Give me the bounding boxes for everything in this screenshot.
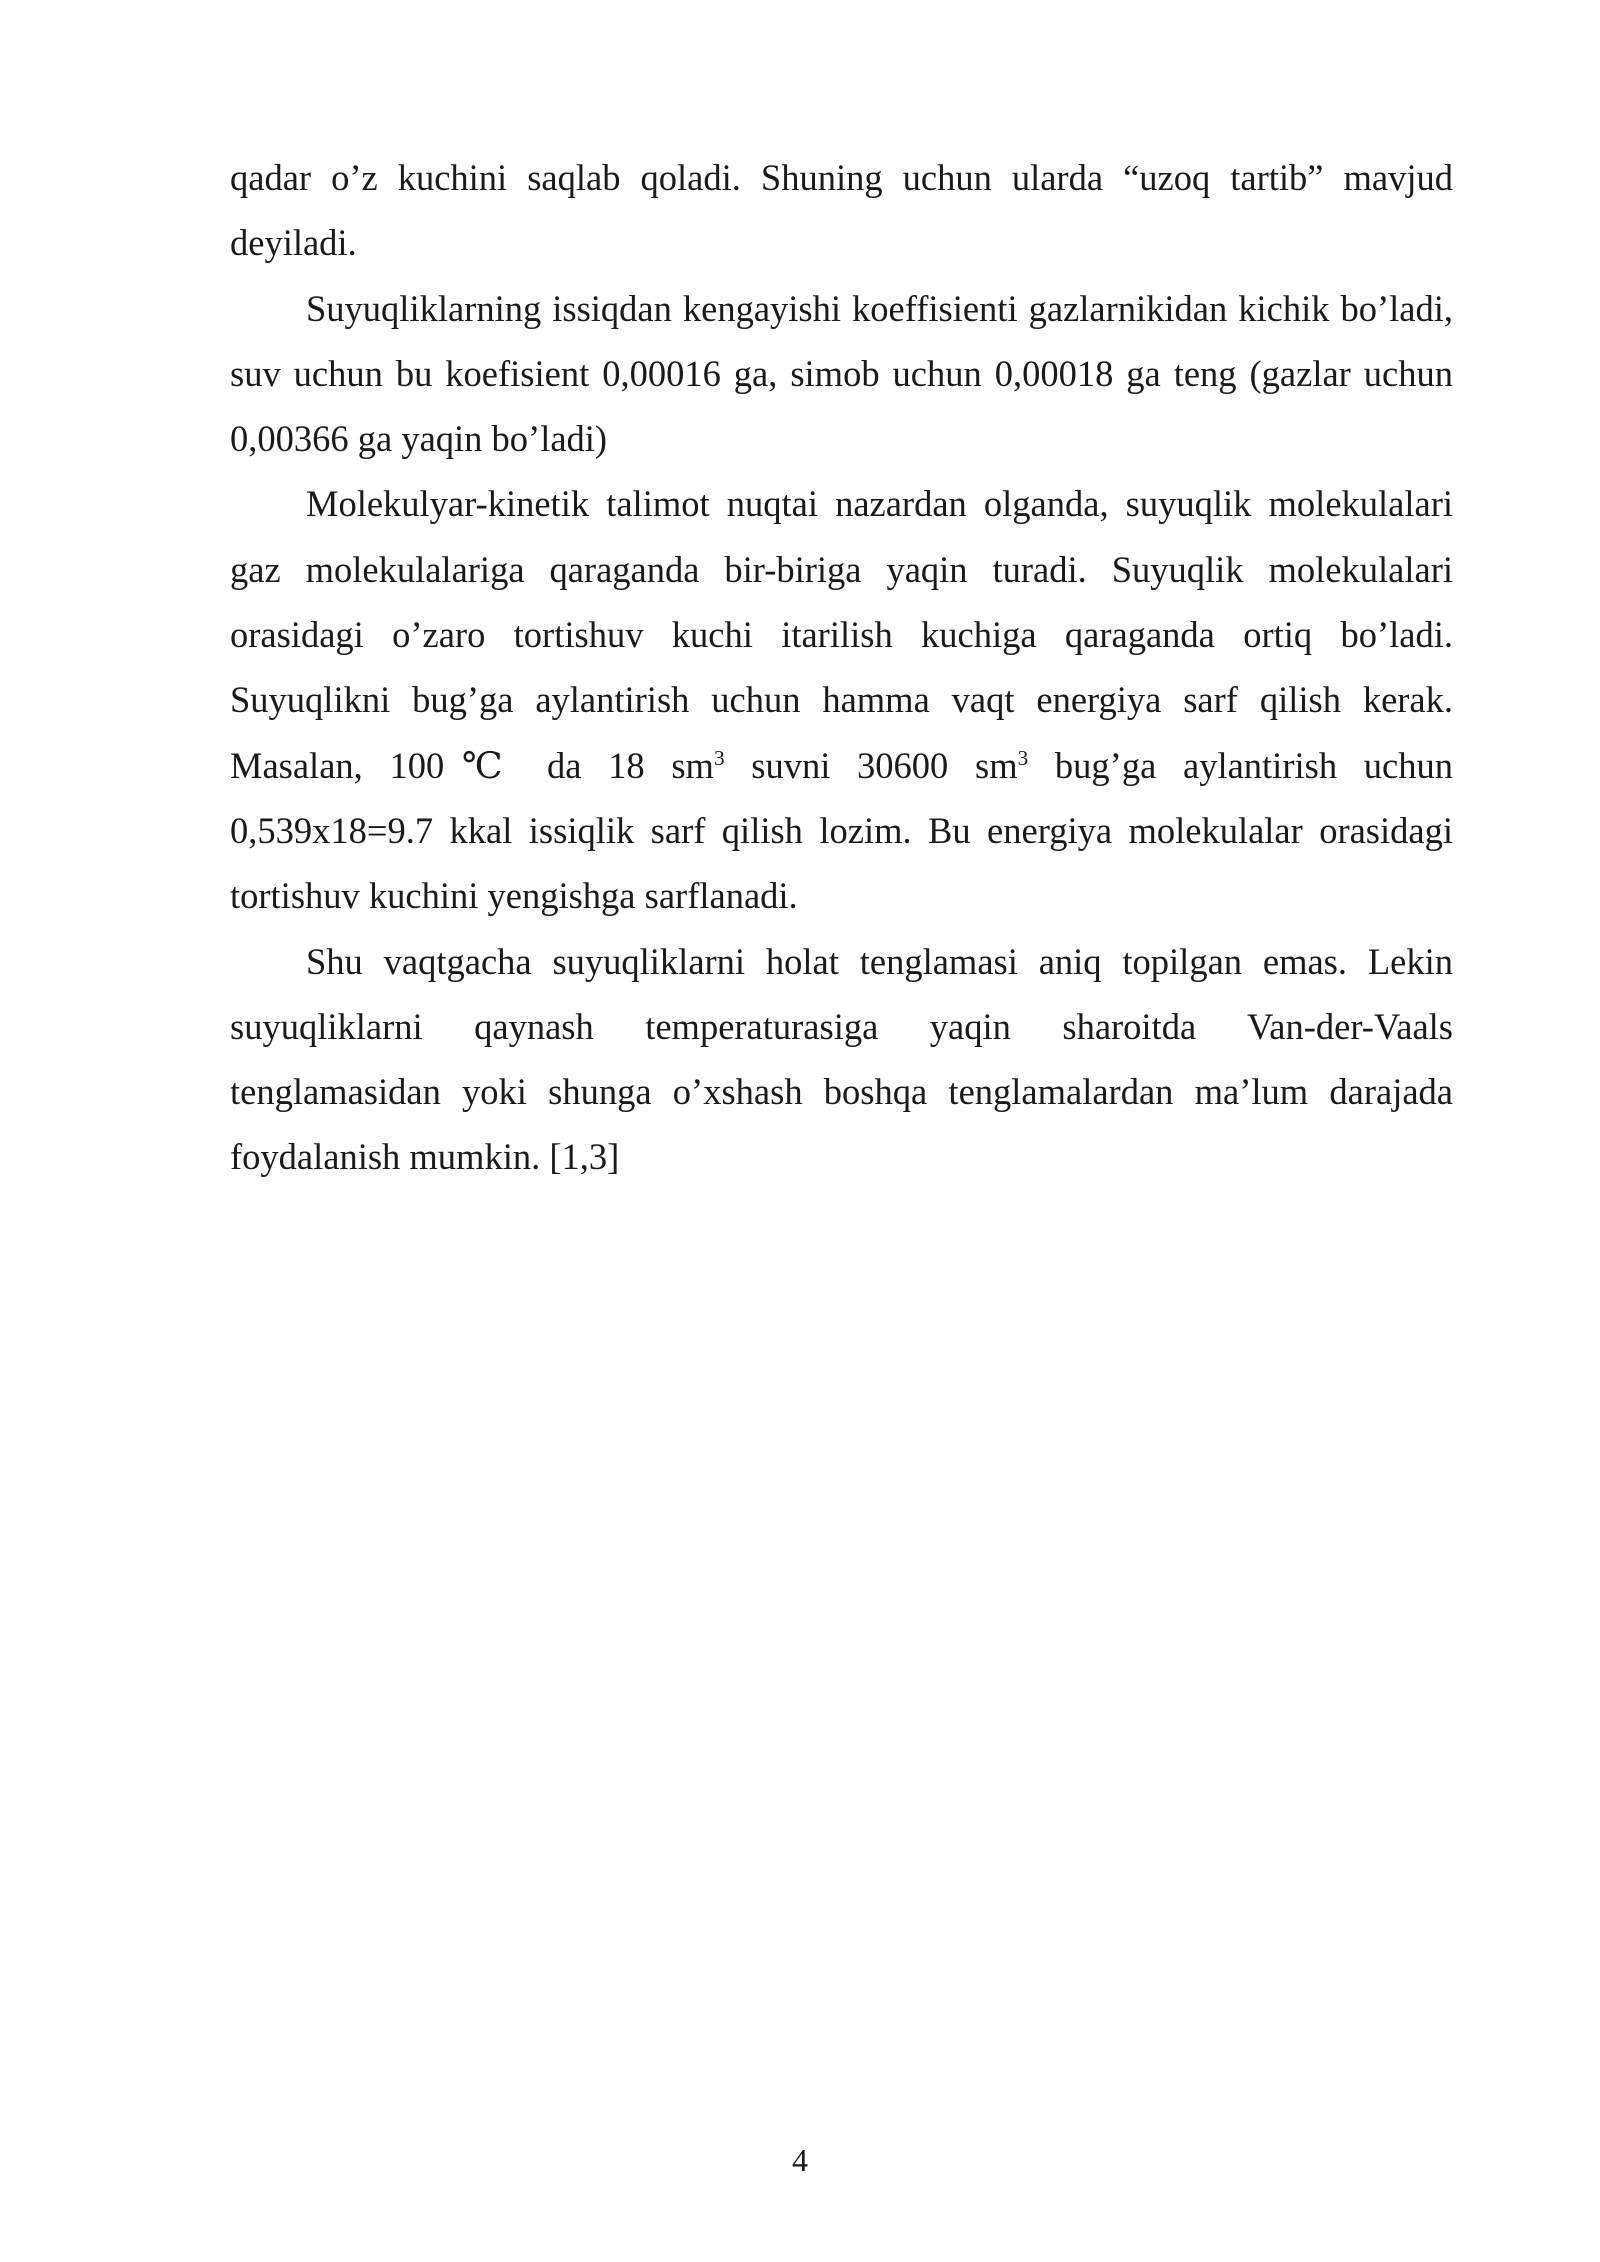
paragraph-3-text-c: bug’ga aylantirish uchun 0,539x18=9.7 kkal issiqlik sarf qilish lozim. Bu energiya molekulalar orasidagi tortishuv kuchini yengishga sarflanadi. (230, 744, 1453, 917)
paragraph-4: Shu vaqtgacha suyuqliklarni holat tenglamasi aniq topilgan emas. Lekin suyuqliklarni qaynash temperaturasiga yaqin sharoitda Van-der-Vaals tenglamasidan yoki shunga o’xshash boshqa tenglamalardan ma’lum darajada foydalanish mumkin. [1,3] (230, 940, 1453, 1178)
page-number: 4 (792, 2142, 808, 2178)
paragraph-3-text-b: suvni 30600 sm (724, 744, 1018, 786)
superscript-cube-1: 3 (713, 745, 725, 770)
body-text (230, 145, 1453, 1190)
paragraph-3-text-a: Molekulyar-kinetik talimot nuqtai nazardan olganda, suyuqlik molekulalari gaz molekulalariga qaraganda bir-biriga yaqin turadi. Suyuqlik molekulalari orasidagi o’zaro tortishuv kuchi itarilish kuchiga qaraganda ortiq bo’ladi. Suyuqlikni bug’ga aylantirish uchun hamma vaqt energiya sarf qilish kerak. Masalan, 100℃ da 18 sm (230, 483, 1453, 786)
paragraph-1: qadar o’z kuchini saqlab qoladi. Shuning uchun ularda “uzoq tartib” mavjud deyiladi. (230, 157, 1453, 264)
superscript-cube-2: 3 (1017, 745, 1029, 770)
paragraph-2: Suyuqliklarning issiqdan kengayishi koeffisienti gazlarnikidan kichik bo’ladi, suv uchun bu koefisient 0,00016 ga, simob uchun 0,00018 ga teng (gazlar uchun 0,00366 ga yaqin bo’ladi) (230, 287, 1453, 460)
paragraph-3 (230, 471, 1453, 928)
